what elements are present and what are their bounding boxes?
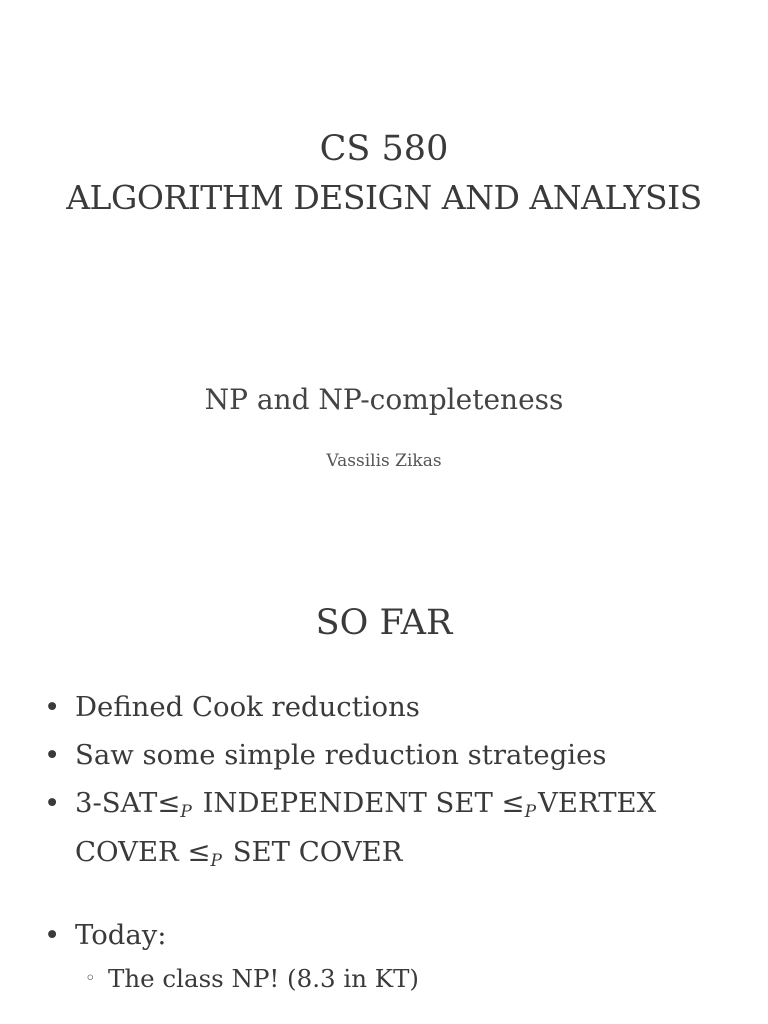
bullet-dot-icon: • [44, 691, 61, 723]
course-name: ALGORITHM DESIGN AND ANALYSIS [66, 178, 702, 217]
bullet-item [44, 735, 744, 775]
bullet-item-today [44, 915, 744, 997]
poly-subscript: P [210, 851, 222, 871]
ring-bullet-icon: ◦ [85, 968, 96, 989]
bullet-list [44, 687, 744, 1005]
course-code: CS 580 [319, 129, 449, 169]
bullet-item [44, 687, 744, 727]
lecture-subtitle: NP and NP-completeness [204, 383, 564, 416]
bullet-text: Saw some simple reduction strategies [75, 739, 607, 771]
sub-bullet-item [75, 961, 744, 997]
bullet-text: Defined Cook reductions [75, 691, 420, 723]
sub-bullet-list [75, 961, 744, 997]
bullet-dot-icon: • [44, 787, 61, 819]
reduces-to-symbol: ≤ [501, 787, 525, 819]
slide-title: SO FAR [315, 603, 453, 643]
poly-subscript: P [524, 802, 537, 822]
poly-subscript: P [180, 802, 192, 822]
bullet-item-reductions [44, 783, 744, 881]
author-name: Vassilis Zikas [326, 451, 442, 471]
reduction-problem: 3-SAT [75, 787, 158, 819]
reduces-to-symbol: ≤ [187, 836, 211, 868]
bullet-dot-icon: • [44, 919, 61, 951]
bullet-text: Today: [75, 919, 167, 951]
content-slide [0, 560, 768, 1024]
sub-bullet-text: The class NP! (8.3 in KT) [108, 964, 419, 993]
reduction-problem: SET COVER [223, 836, 403, 868]
reduction-problem: INDEPENDENT SET [193, 787, 502, 819]
bullet-dot-icon: • [44, 739, 61, 771]
reduction-problem: VERTEX COVER [75, 787, 657, 868]
reduces-to-symbol: ≤ [157, 787, 181, 819]
